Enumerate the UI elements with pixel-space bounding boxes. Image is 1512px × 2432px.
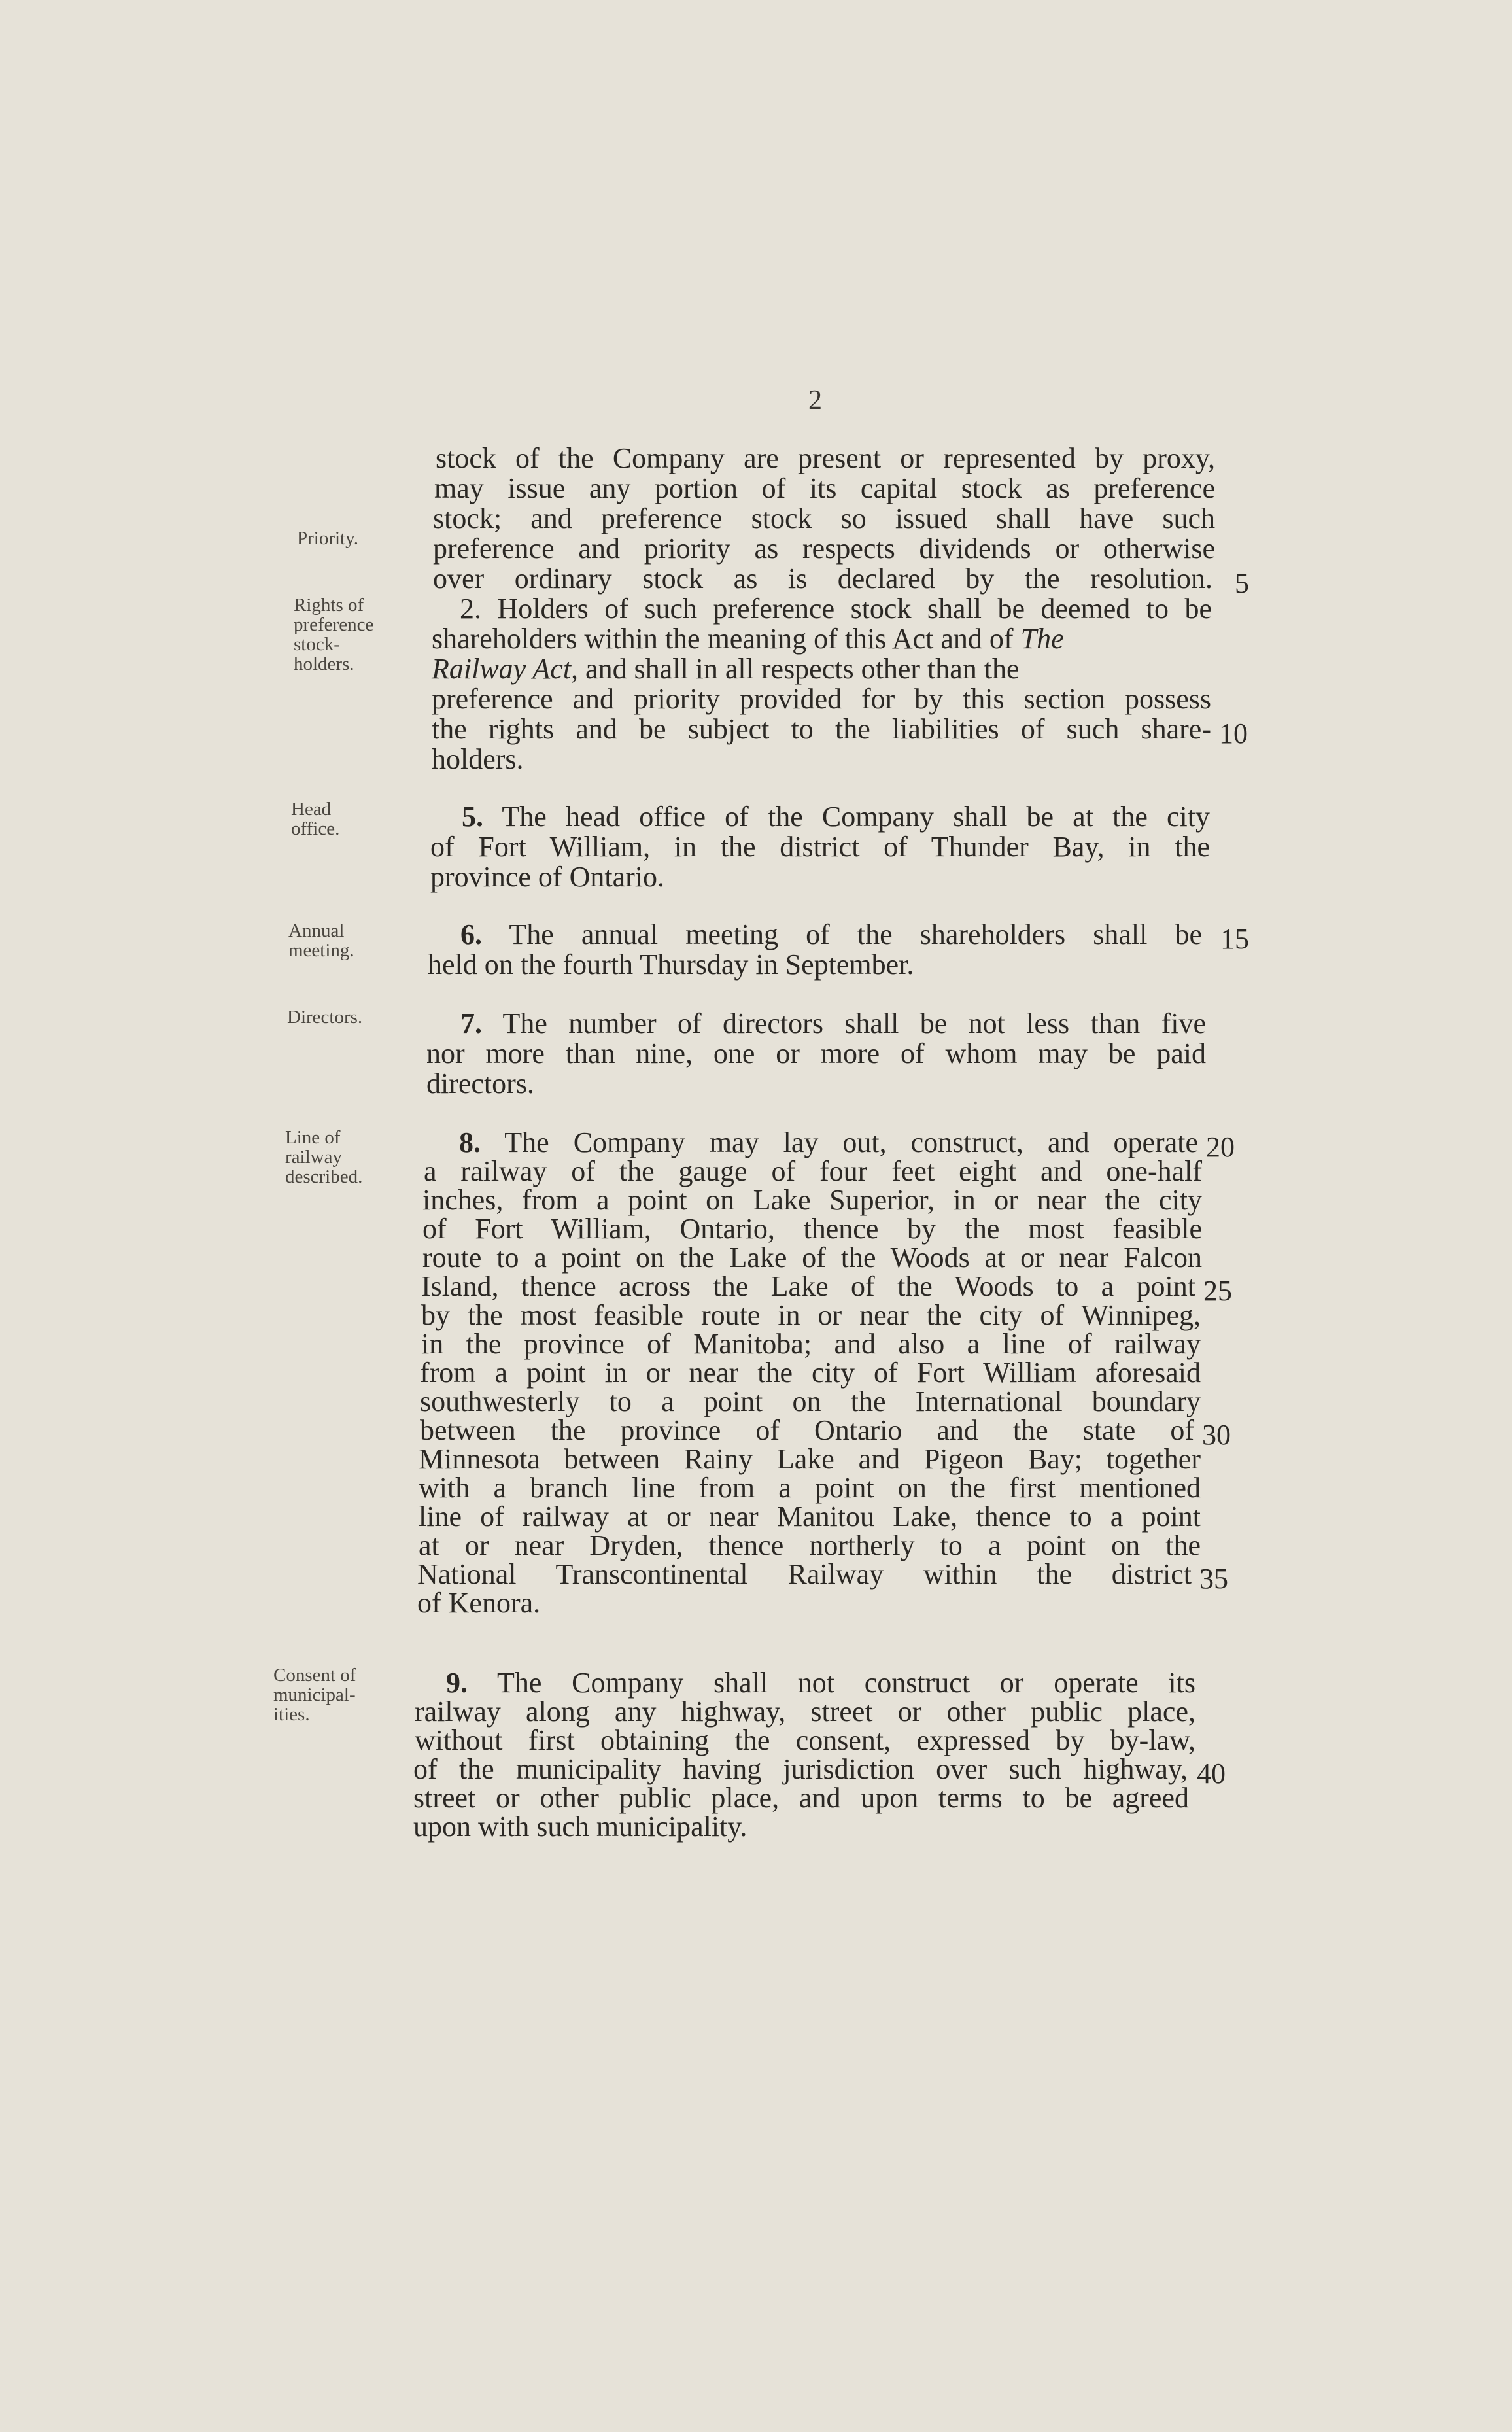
sec9-line-6: upon with such municipality. <box>413 1811 747 1843</box>
sec8-line-2: a railway of the gauge of four feet eight and one-half <box>424 1155 1202 1187</box>
sec8-line-14: line of railway at or near Manitou Lake, thence to a point <box>419 1501 1201 1533</box>
sec4-line-3: stock; and preference stock so issued shall have such <box>433 502 1215 534</box>
line-number-40: 40 <box>1197 1758 1226 1790</box>
sec7-number: 7. <box>460 1007 482 1039</box>
sec4-line-9: preference and priority provided for by this section possess <box>432 683 1211 715</box>
sec4-line-10: the rights and be subject to the liabilities of such share- <box>432 713 1211 745</box>
sec9-line-2: railway along any highway, street or other public place, <box>415 1695 1195 1728</box>
line-number-10: 10 <box>1219 718 1248 750</box>
sec4-line-8: Railway Act, and shall in all respects other than the <box>432 653 1020 685</box>
sec8-line-4: of Fort William, Ontario, thence by the most feasible <box>422 1213 1202 1245</box>
sec4-line-1: stock of the Company are present or represented by proxy, <box>436 442 1215 474</box>
sec8-line-11: between the province of Ontario and the state of <box>420 1414 1194 1446</box>
line-number-20: 20 <box>1206 1131 1235 1163</box>
sec5-line-3: province of Ontario. <box>430 861 664 893</box>
margin-note-head-office: Head office. <box>291 799 340 839</box>
sec4-line-2: may issue any portion of its capital stock as preference <box>434 472 1215 504</box>
sec9-number: 9. <box>446 1667 468 1699</box>
sec6-line-1: 6. The annual meeting of the shareholders shall be <box>460 918 1202 950</box>
sec9-line-1: 9. The Company shall not construct or operate its <box>446 1667 1195 1699</box>
sec5-line-2: of Fort William, in the district of Thunder Bay, in the <box>430 831 1210 863</box>
sec4-line-4: preference and priority as respects dividends or otherwise <box>433 532 1215 565</box>
sec8-line-16: National Transcontinental Railway within the district <box>417 1558 1192 1590</box>
sec8-line-13: with a branch line from a point on the first mentioned <box>419 1472 1201 1504</box>
line-number-5: 5 <box>1235 567 1249 599</box>
sec8-line-1: 8. The Company may lay out, construct, and operate <box>459 1126 1198 1158</box>
sec8-line-10: southwesterly to a point on the International boundary <box>420 1385 1201 1417</box>
sec8-line-5: route to a point on the Lake of the Woods at or near Falcon <box>422 1242 1202 1274</box>
margin-note-rights-of-preference-stockholders: Rights of preference stock- holders. <box>294 595 374 674</box>
sec9-line-4: of the municipality having jurisdiction over such highway, <box>413 1753 1188 1785</box>
sec4-line-6: 2. Holders of such preference stock shall be deemed to be <box>460 593 1212 625</box>
sec8-number: 8. <box>459 1126 481 1158</box>
sec8-line-12: Minnesota between Rainy Lake and Pigeon Bay; together <box>419 1443 1201 1475</box>
margin-note-consent-of-municipalities: Consent of municipal- ities. <box>273 1665 356 1725</box>
sec8-line-9: from a point in or near the city of Fort William aforesaid <box>420 1357 1201 1389</box>
sec4-line-7: shareholders within the meaning of this Act and of The <box>432 623 1064 655</box>
sec7-line-3: directors. <box>426 1068 534 1100</box>
margin-note-annual-meeting: Annual meeting. <box>288 920 354 961</box>
sec8-line-8: in the province of Manitoba; and also a line of railway <box>421 1328 1201 1360</box>
sec8-line-15: at or near Dryden, thence northerly to a point on the <box>419 1529 1201 1561</box>
sec6-line-2: held on the fourth Thursday in September. <box>428 948 914 981</box>
page-number: 2 <box>808 385 822 415</box>
sec7-line-1: 7. The number of directors shall be not less than five <box>460 1007 1206 1039</box>
margin-note-priority: Priority. <box>297 528 358 549</box>
sec8-line-6: Island, thence across the Lake of the Woods to a point <box>421 1270 1195 1302</box>
sec7-line-2: nor more than nine, one or more of whom may be paid <box>426 1037 1206 1069</box>
sec5-number: 5. <box>462 801 483 833</box>
sec9-line-5: street or other public place, and upon terms to be agreed <box>413 1782 1189 1814</box>
margin-note-line-of-railway: Line of railway described. <box>285 1127 363 1187</box>
sec9-line-3: without first obtaining the consent, expressed by by-law, <box>415 1724 1195 1756</box>
sec6-number: 6. <box>460 918 482 950</box>
margin-note-directors: Directors. <box>287 1007 363 1028</box>
sec8-line-3: inches, from a point on Lake Superior, in or near the city <box>422 1184 1202 1216</box>
sec4-line-5: over ordinary stock as is declared by the resolution. <box>433 563 1212 595</box>
line-number-35: 35 <box>1199 1563 1228 1595</box>
sec4-line-11: holders. <box>432 743 524 775</box>
line-number-25: 25 <box>1203 1275 1232 1307</box>
sec8-line-17: of Kenora. <box>417 1587 541 1619</box>
line-number-15: 15 <box>1220 923 1249 955</box>
line-number-30: 30 <box>1202 1419 1231 1451</box>
sec5-line-1: 5. The head office of the Company shall be at the city <box>462 801 1210 833</box>
sec8-line-7: by the most feasible route in or near the city of Winnipeg, <box>421 1299 1201 1331</box>
